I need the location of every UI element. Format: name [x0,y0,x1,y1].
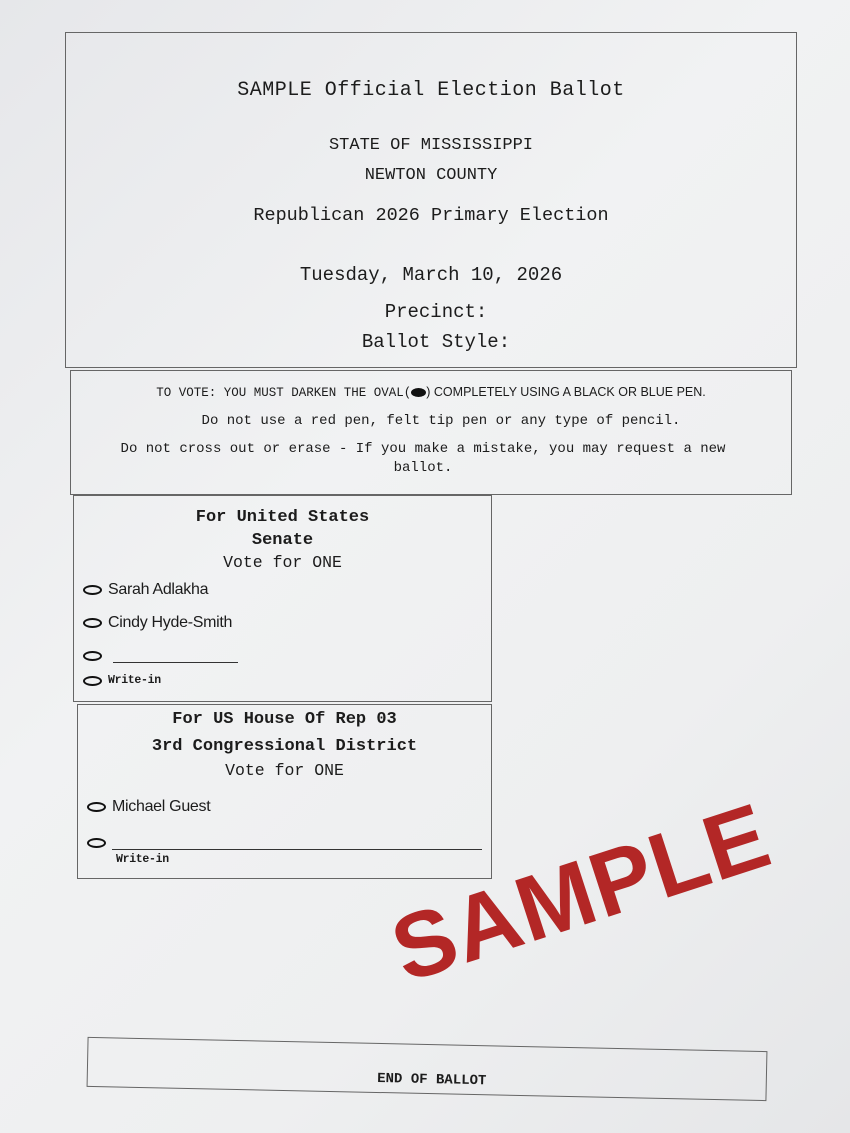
ballot-header [65,32,797,368]
candidate-name: Cindy Hyde-Smith [108,614,233,631]
election-date: Tuesday, March 10, 2026 [299,264,563,286]
ballot-title: SAMPLE Official Election Ballot [237,79,625,102]
write-in-label-row [116,853,169,866]
instruction-line-1 [71,385,791,400]
oval-icon[interactable] [83,676,102,686]
precinct-label: Precinct: [384,301,488,323]
vote-for-instruction: Vote for ONE [223,553,342,572]
write-in-line[interactable] [112,835,482,850]
write-in-label: Write-in [116,853,169,866]
candidate-name: Michael Guest [112,798,211,815]
vote-for-instruction: Vote for ONE [225,761,344,780]
instruction-line-1-start: TO VOTE: YOU MUST DARKEN THE OVAL( [156,386,412,400]
oval-icon[interactable] [83,585,102,595]
sample-stamp: SAMPLE [380,784,782,1002]
filled-oval-icon [411,388,426,397]
candidate-option[interactable] [83,581,208,599]
write-in-option[interactable] [87,835,482,850]
instruction-line-3: Do not cross out or erase - If you make a mistake, you may request a new ballot. [120,441,726,476]
instruction-line-2: Do not use a red pen, felt tip pen or any type of pencil. [201,413,681,429]
contest-subtitle: Senate [251,531,314,550]
instruction-line-1-end: ) COMPLETELY USING A BLACK OR BLUE PEN. [426,385,706,399]
oval-icon[interactable] [87,802,106,812]
contest-title: For US House Of Rep 03 [172,710,397,729]
write-in-line[interactable] [113,648,238,663]
candidate-option[interactable] [83,614,232,632]
contest-us-senate [73,495,492,702]
end-of-ballot-box [87,1037,768,1101]
contest-subtitle: 3rd Congressional District [151,737,418,756]
election-name: Republican 2026 Primary Election [253,205,609,226]
write-in-option[interactable] [83,674,161,687]
contest-title: For United States [195,508,370,527]
state-name: STATE OF MISSISSIPPI [328,136,534,155]
oval-icon[interactable] [83,618,102,628]
write-in-option[interactable] [83,648,238,663]
write-in-label: Write-in [108,674,161,687]
county-name: NEWTON COUNTY [364,166,498,185]
candidate-name: Sarah Adlakha [108,581,209,598]
oval-icon[interactable] [83,651,102,661]
contest-us-house [77,704,492,879]
candidate-option[interactable] [87,798,210,816]
oval-icon[interactable] [87,838,106,848]
end-of-ballot-text: END OF BALLOT [377,1070,487,1090]
ballot-style-label: Ballot Style: [361,331,511,353]
voting-instructions [70,370,792,495]
